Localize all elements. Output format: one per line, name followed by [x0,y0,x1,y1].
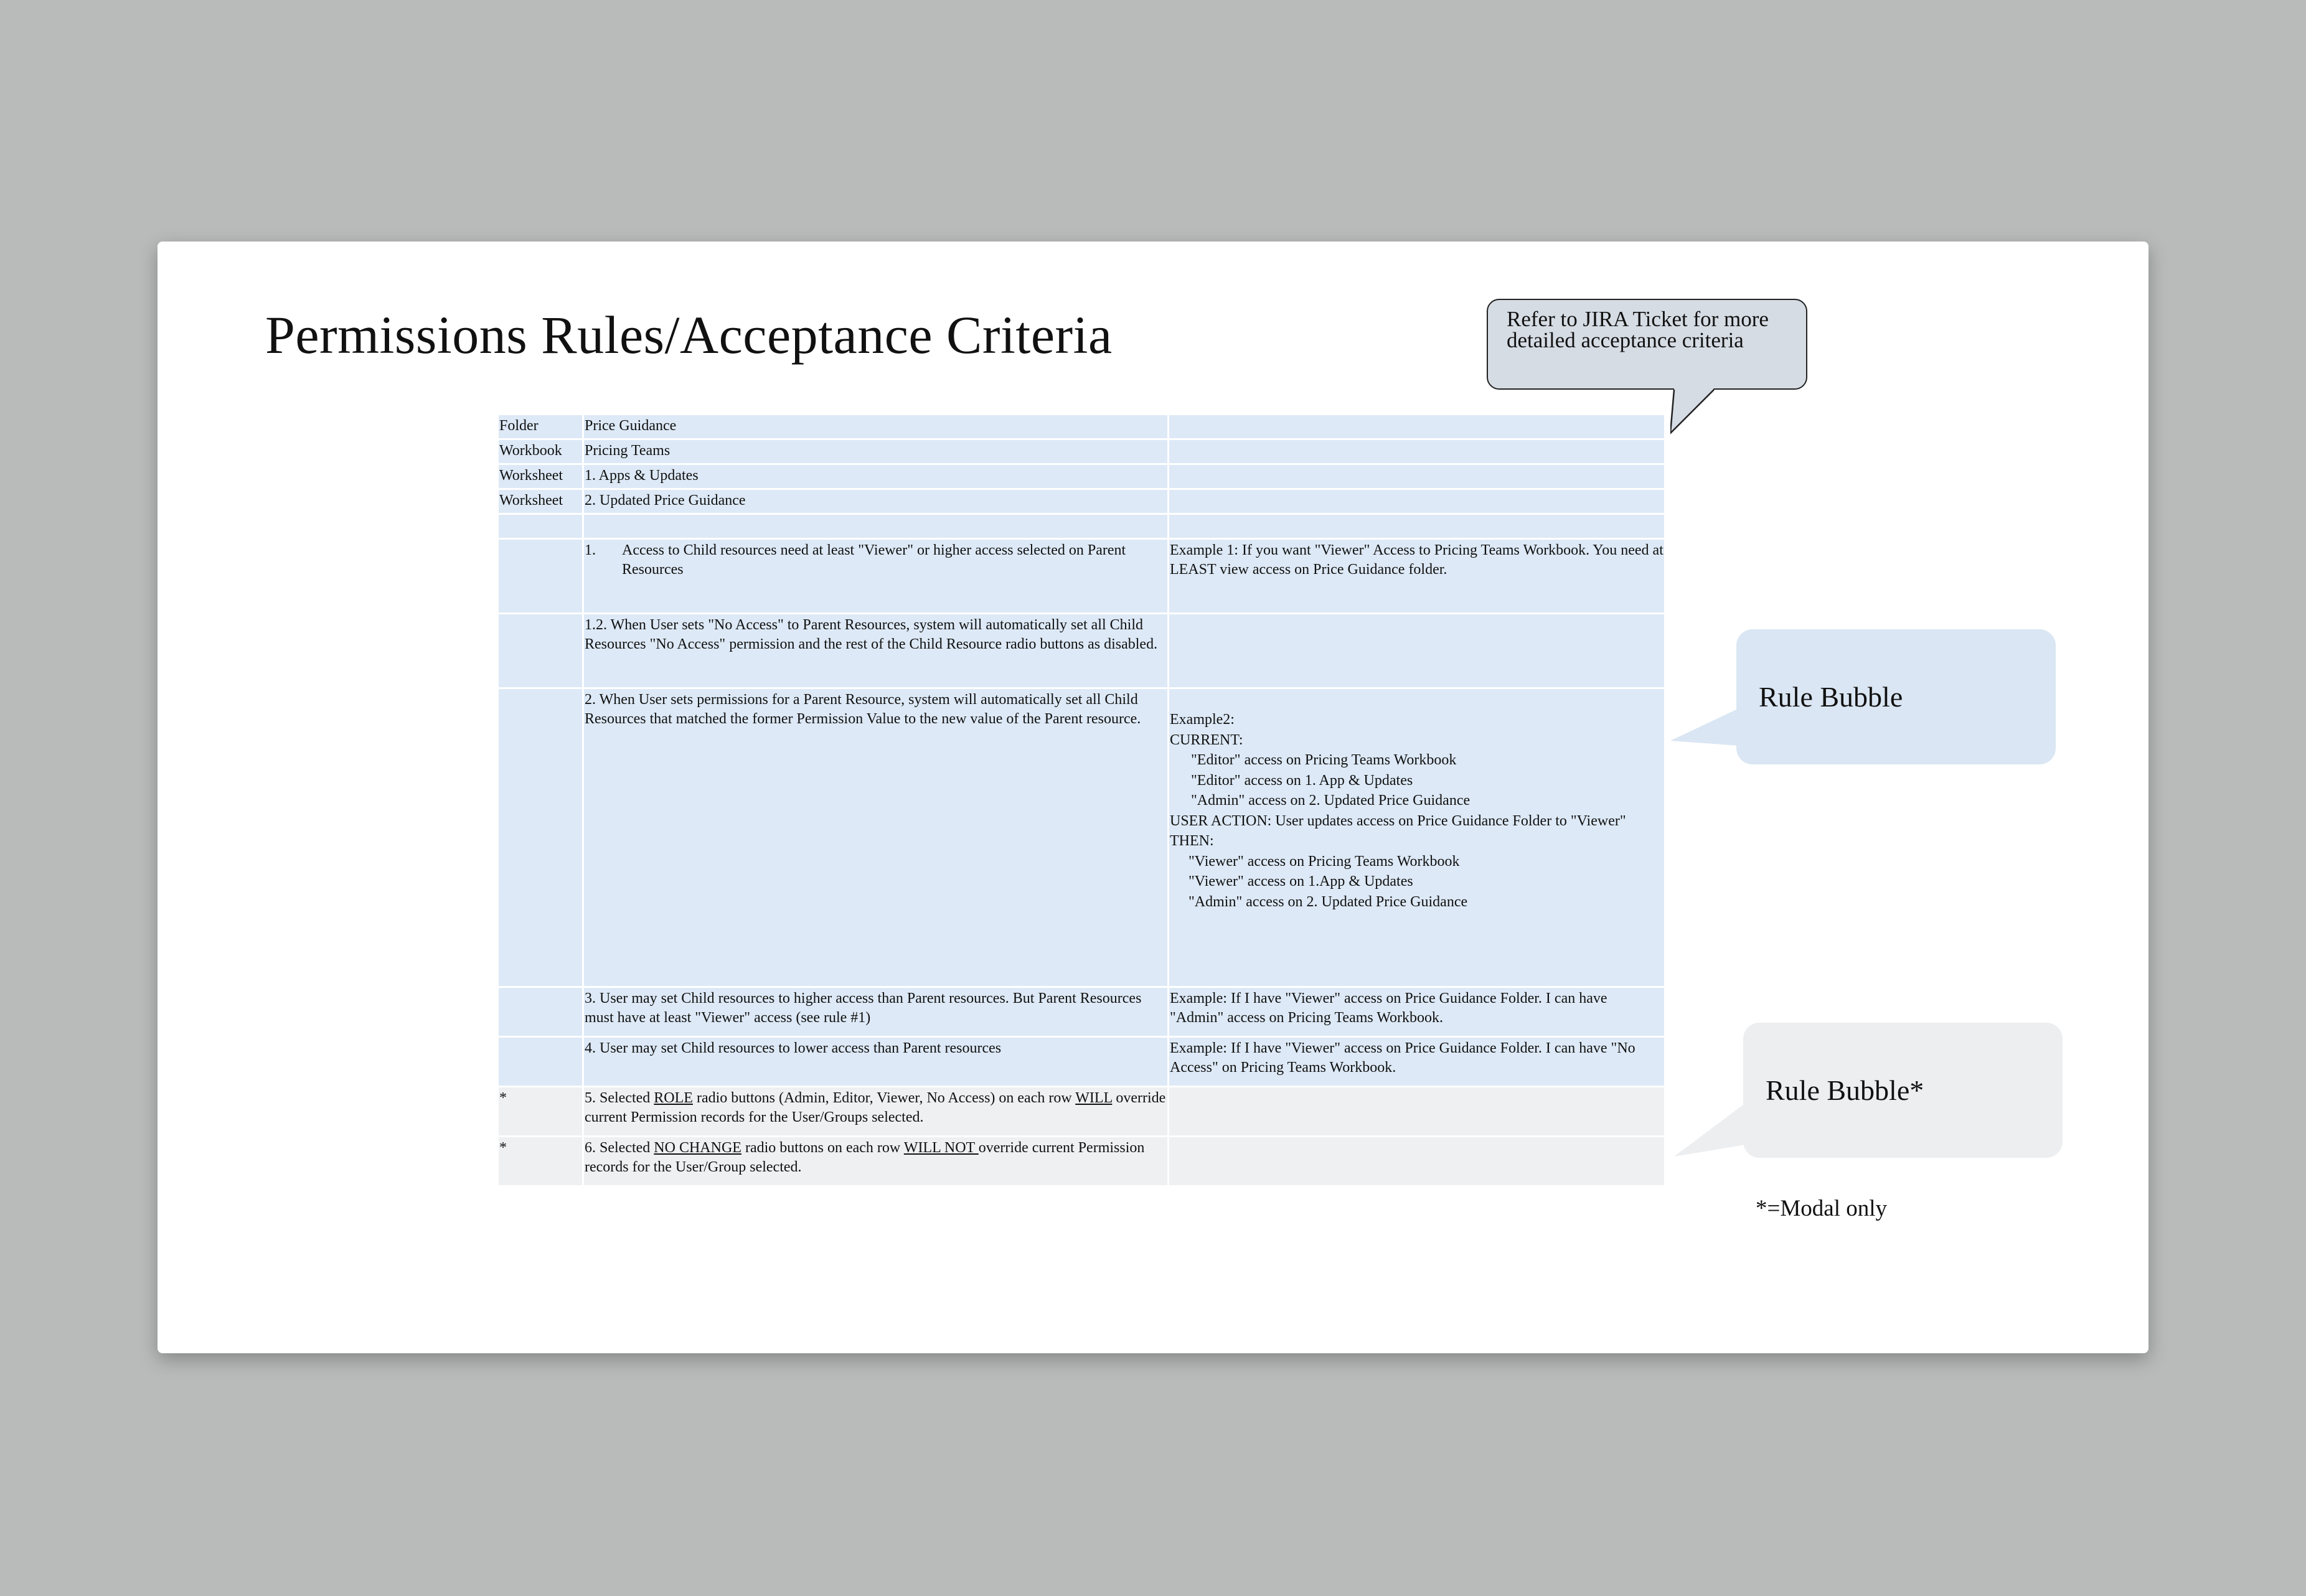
empty-cell [1169,489,1665,514]
rule-1-example: Example 1: If you want "Viewer" Access to Pricing Teams Workbook. You need at LEAST view access on Price Guidance folder. [1169,539,1665,614]
rule-1 [585,541,1167,580]
resource-name: Price Guidance [583,415,1169,439]
empty-cell [1169,439,1665,464]
resource-type: Worksheet [498,464,583,489]
empty-cell [1169,415,1665,439]
modal-only-note: *=Modal only [1756,1196,1887,1221]
table-row-rule-1-2 [498,614,1665,688]
modal-marker: * [498,1137,583,1186]
jira-callout-tail [1670,387,1733,437]
page-title: Permissions Rules/Acceptance Criteria [265,305,1113,365]
table-row-rule-4 [498,1037,1665,1087]
rule-4-text: 4. User may set Child resources to lower access than Parent resources [583,1037,1169,1087]
table-row [498,439,1665,464]
resource-name: 2. Updated Price Guidance [583,489,1169,514]
slide [158,242,2148,1353]
rule-bubble-modal: Rule Bubble* [1743,1023,2063,1158]
rule-2-text: 2. When User sets permissions for a Parent Resource, system will automatically set all Child Resources that matched the former Permission Value to the new value of the Parent resource. [583,688,1169,987]
resource-type: Folder [498,415,583,439]
resource-name: Pricing Teams [583,439,1169,464]
modal-marker: * [498,1087,583,1137]
rule-bubble: Rule Bubble [1736,629,2056,764]
rule-6-text: 6. Selected NO CHANGE radio buttons on each row WILL NOT override current Permission records for the User/Group selected. [583,1137,1169,1186]
table-row-rule-2 [498,688,1665,987]
rule-4-example: Example: If I have "Viewer" access on Price Guidance Folder. I can have "No Access" on Pricing Teams Workbook. [1169,1037,1665,1087]
table-row [498,489,1665,514]
table-row-rule-5 [498,1087,1665,1137]
resource-type: Workbook [498,439,583,464]
table-row-rule-6 [498,1137,1665,1186]
resource-name: 1. Apps & Updates [583,464,1169,489]
table-row-rule-3 [498,987,1665,1037]
rule-bubble-tail [1670,708,1745,764]
rule-3-text: 3. User may set Child resources to higher access than Parent resources. But Parent Resources must have at least "Viewer" access (see rule #1) [583,987,1169,1037]
empty-cell [1169,464,1665,489]
table-row [498,464,1665,489]
table-row-rule-1 [498,539,1665,614]
resource-type: Worksheet [498,489,583,514]
jira-callout: Refer to JIRA Ticket for more detailed acceptance criteria [1487,299,1807,390]
table-row [498,415,1665,439]
rule-5-text: 5. Selected ROLE radio buttons (Admin, Editor, Viewer, No Access) on each row WILL override current Permission records for the User/Groups selected. [583,1087,1169,1137]
rule-3-example: Example: If I have "Viewer" access on Price Guidance Folder. I can have "Admin" access on Pricing Teams Workbook. [1169,987,1665,1037]
rule-1-number: 1. [585,542,596,558]
table-row-spacer [498,514,1665,539]
rule-1-text: Access to Child resources need at least "Viewer" or higher access selected on Parent Resources [622,542,1126,578]
rules-table [497,413,1666,1187]
rule-1-2-text: 1.2. When User sets "No Access" to Parent Resources, system will automatically set all Child Resources "No Access" permission and the rest of the Child Resource radio buttons as disabled. [583,614,1169,688]
rule-2-example: Example2: CURRENT: "Editor" access on Pricing Teams Workbook "Editor" access on 1. App & Updates "Admin" access on 2. Updated Price Guidance USER ACTION: User updates access on Price Guidance Folder to "Viewer" THEN: "Viewer" access on Pricing Teams Workbook "Viewer" access on 1.App & Updates "Admin" access on 2. Updated Price Guidance [1169,688,1665,987]
